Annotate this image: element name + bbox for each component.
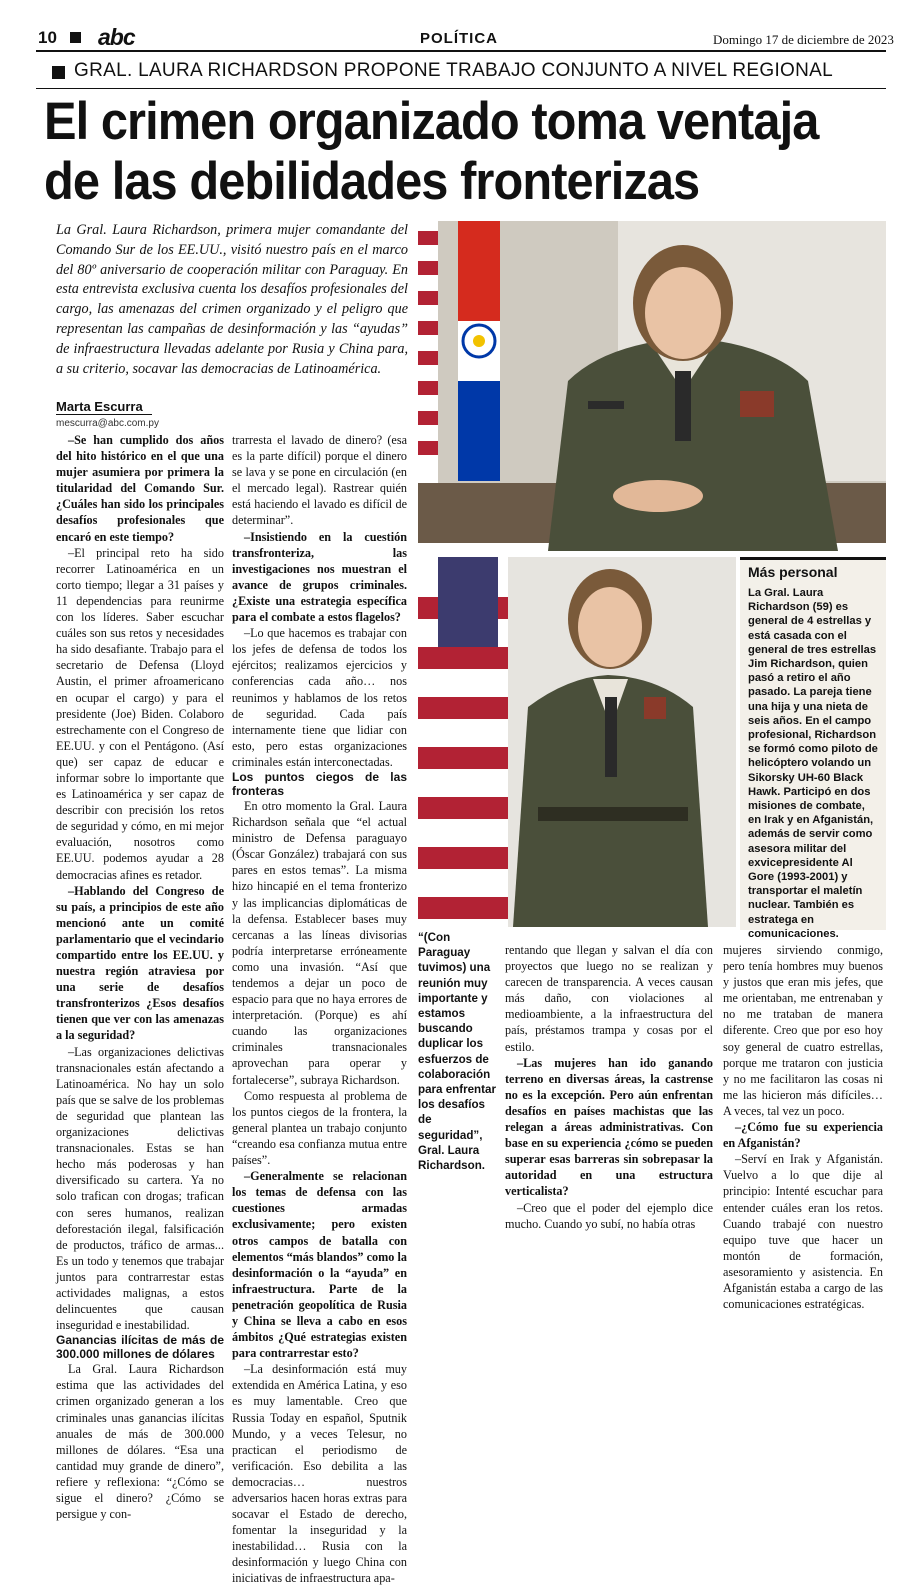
column-1 bbox=[56, 432, 224, 1522]
subheading: Ganancias ilícitas de más de 300.000 millones de dólares bbox=[56, 1333, 224, 1362]
answer: La Gral. Laura Richardson estima que las actividades del crimen organizado generan a los criminales unas ganancias ilícitas anuales de más de 300.000 millones de dólares. “Esa una cantidad muy grande de dinero”, refiere y reflexiona: “¿Cómo se sigue el dinero? ¿Cómo se persigue y con- bbox=[56, 1362, 224, 1522]
question: –¿Cómo fue su experiencia en Afganistán? bbox=[723, 1120, 883, 1151]
answer: trarresta el lavado de dinero? (esa es la parte difícil) porque el dinero se lava y se pone en circulación (en el mercado legal). Rastrear quién está haciendo el lavado es difícil de determinar”. bbox=[232, 433, 407, 528]
newspaper-logo: abc bbox=[98, 24, 135, 50]
kicker-rule bbox=[36, 88, 886, 89]
photo-standing-illustration bbox=[418, 557, 736, 927]
section-name: POLÍTICA bbox=[420, 30, 498, 47]
question: –Hablando del Congreso de su país, a principios de este año mencionó ante un comité parlamentario que el vecindario compartido entre los EE.UU. y nuestra región atraviesa por una serie de desafíos transfronterizos ¿Esos desafíos tienen que ver con las amenazas a la seguridad? bbox=[56, 883, 224, 1043]
lead-paragraph: La Gral. Laura Richardson, primera mujer comandante del Comando Sur de los EE.UU., visitó nuestro país en el marco del 80º aniversario de cooperación militar con Paraguay. En esta entrevista exclusiva cuenta los desafíos profesionales del cargo, las amenazas del crimen organizado y el peligro que representan las campañas de desinformación y las “ayudas” de infraestructura llevadas adelante por Rusia y China para, a su criterio, socavar las democracias de Latinoamérica. bbox=[56, 222, 408, 377]
headline bbox=[44, 92, 826, 212]
byline-email: mescurra@abc.com.py bbox=[56, 418, 159, 429]
photo-seated-general bbox=[418, 221, 886, 543]
answer: –Creo que el poder del ejemplo dice mucho. Cuando yo subí, no había otras bbox=[505, 1200, 713, 1231]
answer: –Serví en Irak y Afganistán. Vuelvo a lo que dije al principio: Intenté escuchar para entender cuáles eran los retos. Cuando trabajé con nuestro equipo tuve que hacer un montón de formación, asesoramiento y asistencia. En Afganistán estaba a cargo de las comunicaciones estratégicas. bbox=[723, 1152, 883, 1312]
kicker-square bbox=[52, 66, 65, 79]
answer: En otro momento la Gral. Laura Richardson señala que “el actual ministro de Defensa paraguayo (Óscar González) trabajará con sus pares en estos temas”. La misma hizo hincapié en el tema fronterizo y las implicancias diplomáticas de la defensa. Establecer bases muy cercanas a las líneas divisorias podría interpretarse erróneamente como una invasión. “Así que tendemos a dejar un poco de espacio para que no haya errores de interpretación. (Porque) es ahí cuando las organizaciones criminales transnacionales aprovechan para operar y fortalecerse”, subraya Richardson. bbox=[232, 798, 407, 1087]
sidebar-text: La Gral. Laura Richardson (59) es general de 4 estrellas y está casada con el general de tres estrellas Jim Richardson, quien pasó a retiro el año pasado. La pareja tiene una hija y una nieta de seis años. En el campo profesional, Richardson se formó como piloto de helicóptero volando un Sikorsky UH-60 Black Hawk. Participó en dos misiones de combate, en Irak y en Afganistán, además de servir como asesora militar del exvicepresidente Al Gore (1993-2001) y transportar el maletín nuclear. También es estratega en comunicaciones. bbox=[748, 587, 878, 940]
pull-quote bbox=[418, 930, 498, 1173]
answer: –Las organizaciones delictivas transnacionales están afectando a Latinoamérica. No hay un solo país que se salve de los problemas de seguridad que plantean las organizaciones delictivas transnacionales. Estas se han hecho más poderosas y han diversificado su cartera. Ya no solo trafican con drogas; trafican con seres humanos, realizan deforestación ilegal, falsificación de productos, tráfico de armas... Es un todo y tenemos que trabajar juntos para contrarrestar estas actividades malignas, a estos delincuentes que causan inseguridad e inestabilidad. bbox=[56, 1044, 224, 1333]
pull-quote-text: “(Con Paraguay tuvimos) una reunión muy importante y estamos buscando duplicar los esfuerzos de colaboración para enfrentar los desafíos de seguridad”, Gral. Laura Richardson. bbox=[418, 931, 496, 1173]
sidebar-title: Más personal bbox=[748, 564, 838, 580]
header-rule bbox=[36, 50, 886, 52]
question: –Insistiendo en la cuestión transfronteriza, las investigaciones nos muestran el avance de grupos criminales. ¿Existe una estrategia específica para el combate a estos flagelos? bbox=[232, 529, 407, 625]
photo-standing-general bbox=[418, 557, 736, 927]
subheading: Los puntos ciegos de las fronteras bbox=[232, 769, 407, 798]
page-number: 10 bbox=[38, 28, 57, 47]
answer: –Lo que hacemos es trabajar con los jefes de defensa de todos los ejércitos; realizamos ejercicios y conferencias cada año… nos reunimos y hablamos de los retos de seguridad. Cada país internamente tiene que lidiar con esto, pero estas organizaciones criminales están interconectadas. bbox=[232, 626, 407, 769]
issue-date: Domingo 17 de diciembre de 2023 bbox=[713, 32, 894, 47]
photo-seated-illustration bbox=[418, 221, 886, 543]
sidebar-mas-personal bbox=[740, 557, 886, 940]
kicker: GRAL. LAURA RICHARDSON PROPONE TRABAJO CONJUNTO A NIVEL REGIONAL bbox=[74, 60, 833, 81]
answer: –La desinformación está muy extendida en América Latina, y eso es muy lamentable. Creo que Russia Today en español, Sputnik Mundo, y a veces Telesur, no practican el periodismo de verificación. Eso debilita a las democracias… nuestros adversarios hacen horas extras para socavar el Estado de derecho, fomentar la inseguridad y la inestabilidad… Rusia con la desinformación y luego China con iniciativas de infraestructura apa- bbox=[232, 1362, 407, 1586]
column-3 bbox=[505, 942, 713, 1231]
byline-rule bbox=[56, 414, 152, 415]
question: –Las mujeres han ido ganando terreno en diversas áreas, la castrense no es la excepción. Pero aún enfrentan desafíos en países machistas que las relegan a áreas administrativas. Con base en su experiencia ¿cómo se pueden superar esas barreras sin sobrepasar la autoridad en una estructura verticalista? bbox=[505, 1055, 713, 1199]
byline-name: Marta Escurra bbox=[56, 399, 143, 414]
question: –Se han cumplido dos años del hito histórico en el que una mujer asumiera por primera la titularidad del Comando Sur. ¿Cuáles han sido los principales desafíos profesionales que encaró en este tiempo? bbox=[56, 433, 224, 544]
answer: rentando que llegan y salvan el día con proyectos que luego no se realizan y carecen de transparencia. A veces causan más daño, con violaciones al medioambiente, a la infraestructura del país, préstamos trampa y cosas por el estilo. bbox=[505, 943, 713, 1054]
column-4 bbox=[723, 942, 883, 1312]
headline-line-2: de las debilidades fronterizas bbox=[44, 152, 700, 211]
answer: Como respuesta al problema de los puntos ciegos de la frontera, la general plantea un trabajo conjunto “creando esa confianza mutua entre países”. bbox=[232, 1088, 407, 1168]
headline-line-1: El crimen organizado toma ventaja bbox=[44, 92, 819, 151]
answer: mujeres sirviendo conmigo, pero tenía hombres muy buenos y justos que eran mis jefes, que me orientaban, me entrenaban y no me trataban de manera diferente. Creo que por eso hoy soy general de cuatro estrellas, porque me trataron con justicia y no me facilitaron las cosas ni me las hicieron más difíciles… A veces, tal vez un poco. bbox=[723, 943, 883, 1118]
answer: –El principal reto ha sido recorrer Latinoamérica en un corto tiempo; llegar a 31 países y 11 dependencias para reunirme con los líderes. Saber escuchar cuáles son sus retos y necesidades ha sido desafiante. Trabajo para el secretario de Defensa (Lloyd Austin, el primer afroamericano en ocupar el cargo) y para el presidente (Joe) Biden. Colaboro estrechamente con el Congreso de EE.UU. y con el Pentágono. (Así que) ser capaz de educar e informar sobre lo importante que es Latinoamérica y ser capaz de describir con precisión los retos de seguridad y cómo, en mi mejor evaluación, nosotros como EE.UU. podemos ayudar a 28 democracias afines es retador. bbox=[56, 545, 224, 882]
header-square bbox=[70, 32, 81, 43]
column-2 bbox=[232, 432, 407, 1586]
question: –Generalmente se relacionan los temas de defensa con las cuestiones armadas exclusivamente; pero existen otros campos de batalla con elementos “más blandos” como la desinformación o la “ayuda” en infraestructura. Parte de la penetración geopolítica de Rusia y China se lleva a cabo en esos ámbitos ¿Qué estrategias existen para contrarrestar esto? bbox=[232, 1169, 407, 1361]
